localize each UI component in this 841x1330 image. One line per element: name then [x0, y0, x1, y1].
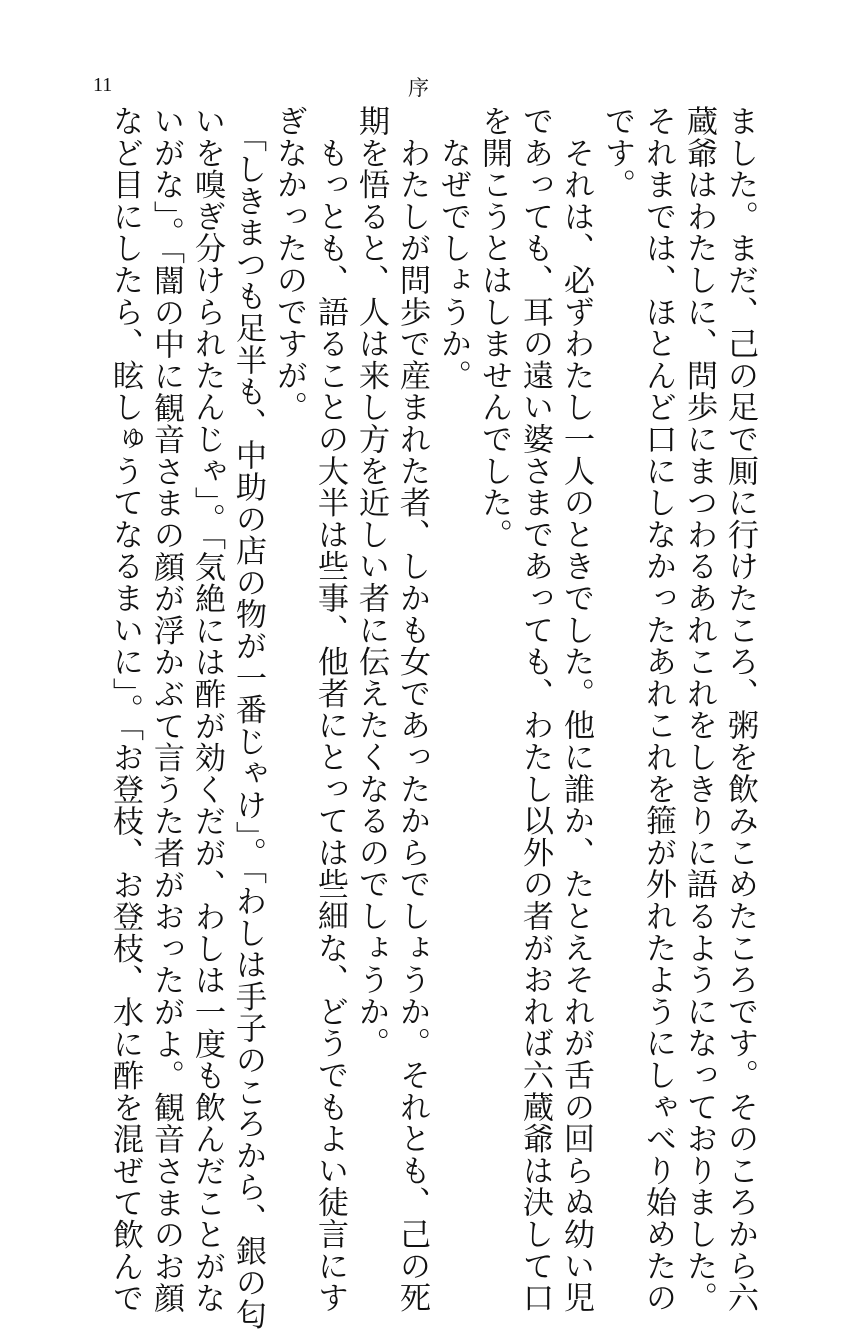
text-line: を開こうとはしませんでした。 [476, 105, 512, 551]
chapter-title: 序 [408, 76, 429, 100]
text-line: です。 [599, 105, 635, 201]
text-line: わたしが問歩で産まれた者、しかも女であったからでしょうか。それとも、己の死 [394, 105, 430, 1314]
text-line: それまでは、ほとんど口にしなかったあれこれを箍が外れたようにしゃべり始めたの [640, 105, 676, 1314]
text-line: もっとも、語ることの大半は些事、他者にとっては些細な、どうでもよい徒言にす [312, 105, 348, 1314]
text-line: であっても、耳の遠い婆さまであっても、わたし以外の者がおれば六蔵爺は決して口 [517, 105, 553, 1314]
body-text [80, 105, 760, 1330]
text-line: 期を悟ると、人は来し方を近しい者に伝えたくなるのでしょうか。 [353, 105, 389, 1059]
page-number: 11 [93, 74, 113, 96]
text-line: 「しきまつも足半も、中助の店の物が一番じゃけ」。「わしは手子のころから、銀の匂 [230, 105, 266, 1330]
text-line: 蔵爺はわたしに、問歩にまつわるあれこれをしきりに語るようになっておりました。 [681, 105, 717, 1314]
text-line: なぜでしょうか。 [435, 105, 471, 392]
text-line: ました。まだ、己の足で厠に行けたころ、粥を飲みこめたころです。そのころから六 [722, 105, 758, 1314]
text-line: など目にしたら、眩しゅうてなるまいに」。「お登枝、お登枝、水に酢を混ぜて飲んで [107, 105, 143, 1314]
text-line: いがな」。「闇の中に観音さまの顔が浮かぶて言うた者がおったがよ。観音さまのお顔 [148, 105, 184, 1314]
text-line: いを嗅ぎ分けられたんじゃ」。「気絶には酢が効くだが、わしは一度も飲んだことがな [189, 105, 225, 1314]
text-line: ぎなかったのですが。 [271, 105, 307, 423]
text-line: それは、必ずわたし一人のときでした。他に誰か、たとえそれが舌の回らぬ幼い児 [558, 105, 594, 1314]
